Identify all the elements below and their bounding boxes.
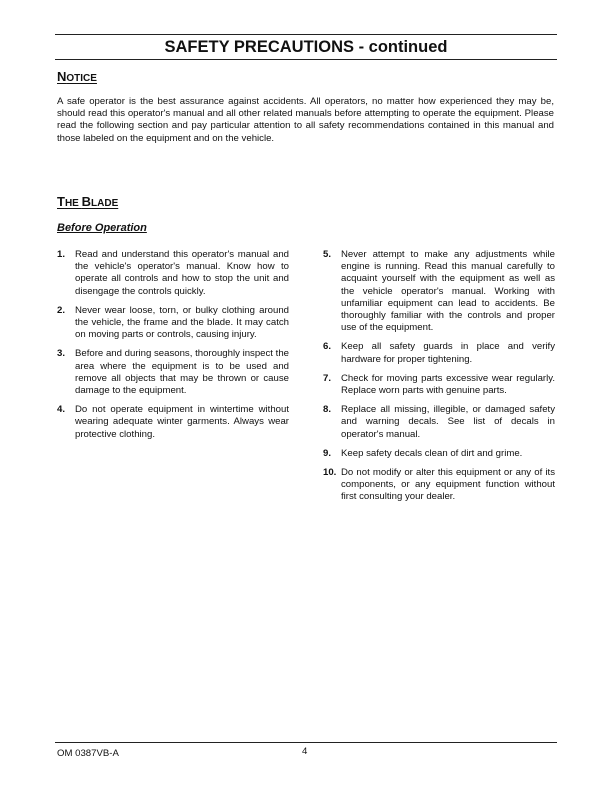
list-item [323, 404, 555, 441]
notice-heading [57, 69, 97, 84]
item-number: 9. [323, 447, 332, 459]
notice-heading-cap: N [57, 69, 67, 84]
item-number: 7. [323, 372, 332, 384]
item-text: Check for moving parts excessive wear regularly. Replace worn parts with genuine parts. [341, 372, 555, 397]
header-bottom-rule [55, 59, 557, 60]
item-number: 6. [323, 341, 332, 353]
list-item [57, 404, 289, 441]
before-operation-subheading: Before Operation [57, 222, 147, 234]
list-item [57, 305, 289, 342]
list-item [323, 467, 555, 504]
precautions-list-right [323, 249, 555, 511]
list-item [323, 373, 555, 397]
item-text: Keep all safety guards in place and verify hardware for proper tightening. [341, 341, 555, 365]
item-text: Replace all missing, illegible, or damaged safety and warning decals. See list of decals in operator's manual. [341, 404, 555, 440]
blade-heading-rest1: HE [64, 198, 82, 209]
item-text: Never wear loose, torn, or bulky clothing around the vehicle, the frame and the blade. It may catch on moving parts or controls, causing injury. [75, 304, 289, 341]
blade-heading-rest2: LADE [91, 198, 119, 209]
blade-heading-cap1: T [57, 194, 65, 209]
item-text: Never attempt to make any adjustments while engine is running. Read this manual carefully to acquaint yourself with the equipment as well as the vehicle operator's manual. Working with unfamiliar equipment can lead to accidents. Be thoroughly familiar with the controls and proper use of the equipment. [341, 249, 555, 334]
list-item [323, 249, 555, 334]
item-text: Read and understand this operator's manual and the vehicle's operator's manual. Know how to operate all controls and how to stop the unit and disengage the controls quickly. [75, 249, 289, 297]
blade-heading-cap2: B [81, 194, 92, 209]
document-id: OM 0387VB-A [57, 748, 119, 759]
item-text: Do not operate equipment in wintertime without wearing adequate winter garments. Always wear protective clothing. [75, 404, 289, 440]
precautions-list-left [57, 249, 289, 448]
item-number: 1. [57, 249, 66, 260]
item-number: 8. [323, 404, 332, 416]
list-item [323, 448, 555, 460]
item-number: 5. [323, 249, 332, 260]
footer-rule [55, 742, 557, 743]
item-text: Before and during seasons, thoroughly inspect the area where the equipment is to be used and remove all objects that may be thrown or cause damage to the equipment. [75, 348, 289, 397]
item-number: 2. [57, 304, 66, 316]
notice-heading-rest: OTICE [66, 73, 97, 84]
list-item [57, 249, 289, 298]
item-number: 3. [57, 348, 66, 360]
page-number: 4 [302, 746, 308, 757]
list-item [323, 341, 555, 365]
item-number: 10. [323, 467, 337, 479]
item-number: 4. [57, 404, 66, 416]
blade-heading [57, 194, 118, 209]
item-text: Do not modify or alter this equipment or any of its components, or any equipment function without first consulting your dealer. [341, 467, 555, 503]
list-item [57, 348, 289, 397]
page-title: SAFETY PRECAUTIONS - continued [164, 38, 448, 56]
header-top-rule [55, 34, 557, 35]
notice-text: A safe operator is the best assurance against accidents. All operators, no matter how experienced they may be, should read this operator's manual and all other related manuals before attempting to operate the equipment. Please read the following section and pay particular attention to all safety recommendations contained in this manual and those labeled on the equipment and on the vehicle. [57, 96, 554, 144]
item-text: Keep safety decals clean of dirt and grime. [341, 447, 523, 459]
